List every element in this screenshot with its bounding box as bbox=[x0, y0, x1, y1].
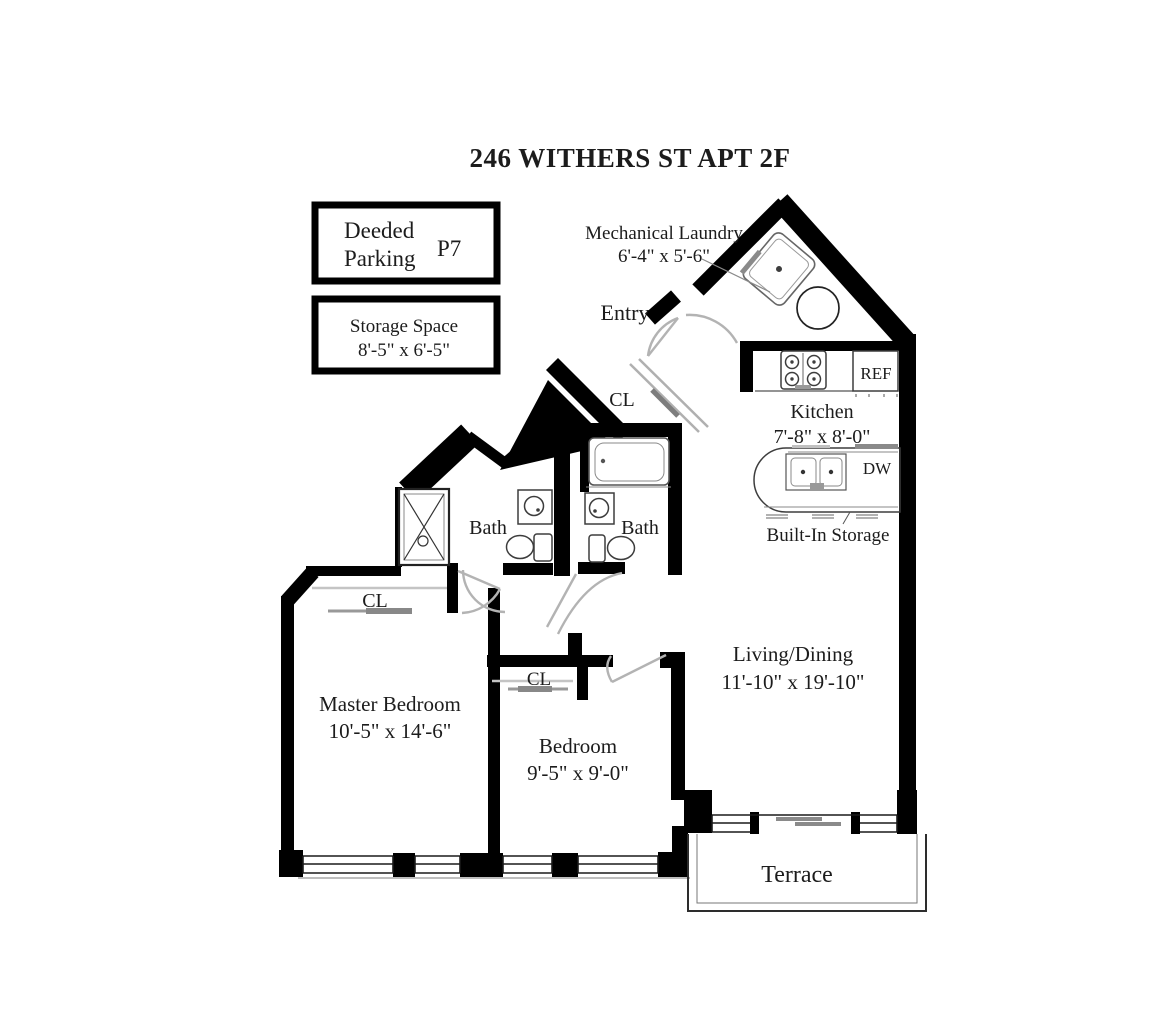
bath1-toilet-icon bbox=[507, 534, 553, 561]
dw-label: DW bbox=[862, 459, 892, 478]
terrace-doors-windows bbox=[712, 815, 897, 832]
bath1-label: Bath bbox=[469, 517, 507, 539]
ref-label: REF bbox=[860, 364, 892, 383]
master-bedroom-label: Master Bedroom bbox=[319, 692, 461, 716]
kitchen-label: Kitchen bbox=[790, 401, 854, 423]
page-title: 246 WITHERS ST APT 2F bbox=[469, 143, 791, 173]
kitchen-island bbox=[754, 444, 900, 518]
stove-icon bbox=[781, 351, 826, 389]
bath1-sink-icon bbox=[518, 490, 552, 524]
parking-line1: Deeded bbox=[344, 218, 415, 243]
deeded-parking-box bbox=[315, 205, 497, 281]
laundry-dims: 6'-4" x 5'-6" bbox=[617, 246, 711, 267]
builtin-leader-line bbox=[843, 512, 850, 524]
bath2-sink-icon bbox=[585, 493, 614, 524]
sliding-door-leaf bbox=[795, 822, 841, 826]
shower-icon bbox=[399, 489, 449, 565]
bedroom-label: Bedroom bbox=[538, 734, 618, 758]
double-sink-icon bbox=[786, 454, 846, 490]
storage-line1: Storage Space bbox=[349, 316, 459, 337]
parking-line2: Parking bbox=[344, 246, 416, 271]
builtin-storage-label: Built-In Storage bbox=[766, 525, 890, 546]
storage-space-box bbox=[315, 299, 497, 371]
sliding-door-leaf bbox=[776, 817, 822, 821]
parking-tag: P7 bbox=[437, 236, 462, 261]
entry-label: Entry bbox=[600, 300, 650, 325]
laundry-label: Mechanical Laundry bbox=[585, 223, 743, 244]
kitchen-dims: 7'-8" x 8'-0" bbox=[773, 426, 871, 448]
bedroom-dims: 9'-5" x 9'-0" bbox=[527, 761, 629, 785]
bath2-label: Bath bbox=[621, 517, 659, 539]
bedroom-closet-label: CL bbox=[526, 669, 552, 690]
living-dining-label: Living/Dining bbox=[732, 642, 854, 666]
bath2-toilet-icon bbox=[589, 535, 635, 562]
entry-closet-label: CL bbox=[609, 389, 635, 411]
terrace-label: Terrace bbox=[761, 862, 833, 888]
bathtub-icon bbox=[586, 438, 671, 487]
living-dining-dims: 11'-10" x 19'-10" bbox=[721, 670, 865, 694]
storage-line2: 8'-5" x 6'-5" bbox=[357, 340, 451, 361]
master-bedroom-dims: 10'-5" x 14'-6" bbox=[328, 719, 452, 743]
master-closet-label: CL bbox=[362, 590, 388, 612]
dryer-icon bbox=[797, 287, 839, 329]
entry-closet-sliding-doors bbox=[630, 359, 708, 432]
